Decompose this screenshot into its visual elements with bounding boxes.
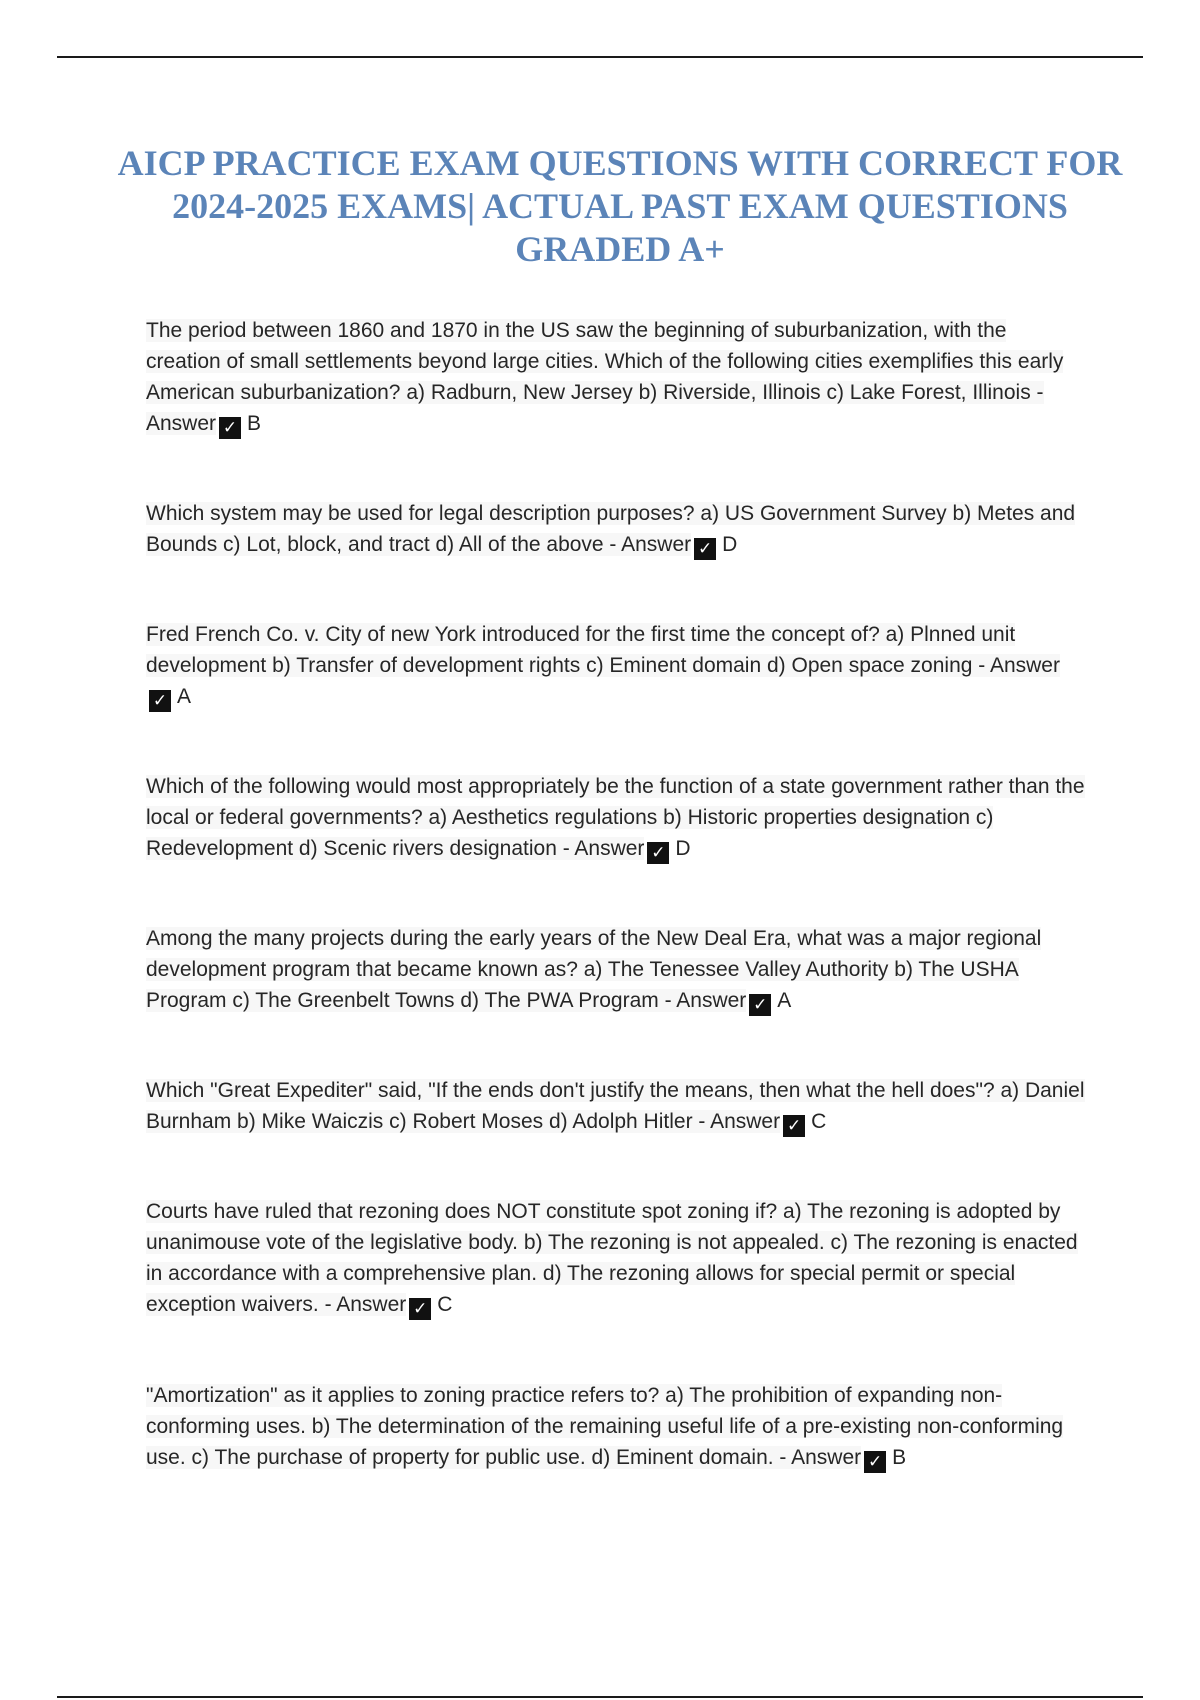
checkmark-icon: ✓ xyxy=(219,417,241,439)
question-item xyxy=(146,498,1086,560)
question-list xyxy=(146,315,1086,1473)
answer-letter: A xyxy=(777,989,792,1012)
question-item xyxy=(146,1075,1086,1137)
question-item xyxy=(146,923,1086,1016)
question-text: Courts have ruled that rezoning does NOT constitute spot zoning if? a) The rezoning is adopted by unanimouse vote of the legislative body. b) The rezoning is not appealed. c) The rezoning is enacted in accordance with a comprehensive plan. d) The rezoning allows for special permit or special exception waivers. - Answer xyxy=(146,1200,1078,1316)
checkmark-icon: ✓ xyxy=(783,1115,805,1137)
checkmark-icon: ✓ xyxy=(864,1451,886,1473)
page-title: AICP PRACTICE EXAM QUESTIONS WITH CORRECT FOR 2024-2025 EXAMS| ACTUAL PAST EXAM QUESTIONS GRADED A+ xyxy=(117,143,1123,269)
answer-letter: D xyxy=(722,533,738,556)
answer-letter: A xyxy=(177,685,192,708)
question-text: Among the many projects during the early years of the New Deal Era, what was a major regional development program that became known as? a) The Tenessee Valley Authority b) The USHA Program c) The Greenbelt Towns d) The PWA Program - Answer xyxy=(146,927,1042,1012)
bottom-rule xyxy=(57,1696,1143,1698)
answer-letter: C xyxy=(437,1293,453,1316)
answer-letter: D xyxy=(675,837,691,860)
question-text: Which "Great Expediter" said, "If the ends don't justify the means, then what the hell does"? a) Daniel Burnham b) Mike Waiczis c) Robert Moses d) Adolph Hitler - Answer xyxy=(146,1079,1085,1133)
answer-letter: C xyxy=(811,1110,827,1133)
question-item xyxy=(146,619,1086,712)
question-item xyxy=(146,771,1086,864)
answer-letter: B xyxy=(247,412,262,435)
question-text: Fred French Co. v. City of new York introduced for the first time the concept of? a) Plnned unit development b) Transfer of development rights c) Eminent domain d) Open space zoning - Answer xyxy=(146,623,1060,677)
question-text: "Amortization" as it applies to zoning practice refers to? a) The prohibition of expanding non-conforming uses. b) The determination of the remaining useful life of a pre-existing non-conforming use. c) The purchase of property for public use. d) Eminent domain. - Answer xyxy=(146,1384,1064,1469)
checkmark-icon: ✓ xyxy=(749,994,771,1016)
question-text: Which system may be used for legal description purposes? a) US Government Survey b) Metes and Bounds c) Lot, block, and tract d) All of the above - Answer xyxy=(146,502,1076,556)
checkmark-icon: ✓ xyxy=(694,538,716,560)
answer-letter: B xyxy=(892,1446,907,1469)
checkmark-icon: ✓ xyxy=(647,842,669,864)
checkmark-icon: ✓ xyxy=(149,690,171,712)
checkmark-icon: ✓ xyxy=(409,1298,431,1320)
question-text: The period between 1860 and 1870 in the US saw the beginning of suburbanization, with the creation of small settlements beyond large cities. Which of the following cities exemplifies this early American suburbanization? a) Radburn, New Jersey b) Riverside, Illinois c) Lake Forest, Illinois - Answer xyxy=(146,319,1064,435)
question-item xyxy=(146,1196,1086,1320)
question-item xyxy=(146,1380,1086,1473)
question-item xyxy=(146,315,1086,439)
question-text: Which of the following would most appropriately be the function of a state government rather than the local or federal governments? a) Aesthetics regulations b) Historic properties designation c) Redevelopment d) Scenic rivers designation - Answer xyxy=(146,775,1085,860)
top-rule xyxy=(57,56,1143,58)
